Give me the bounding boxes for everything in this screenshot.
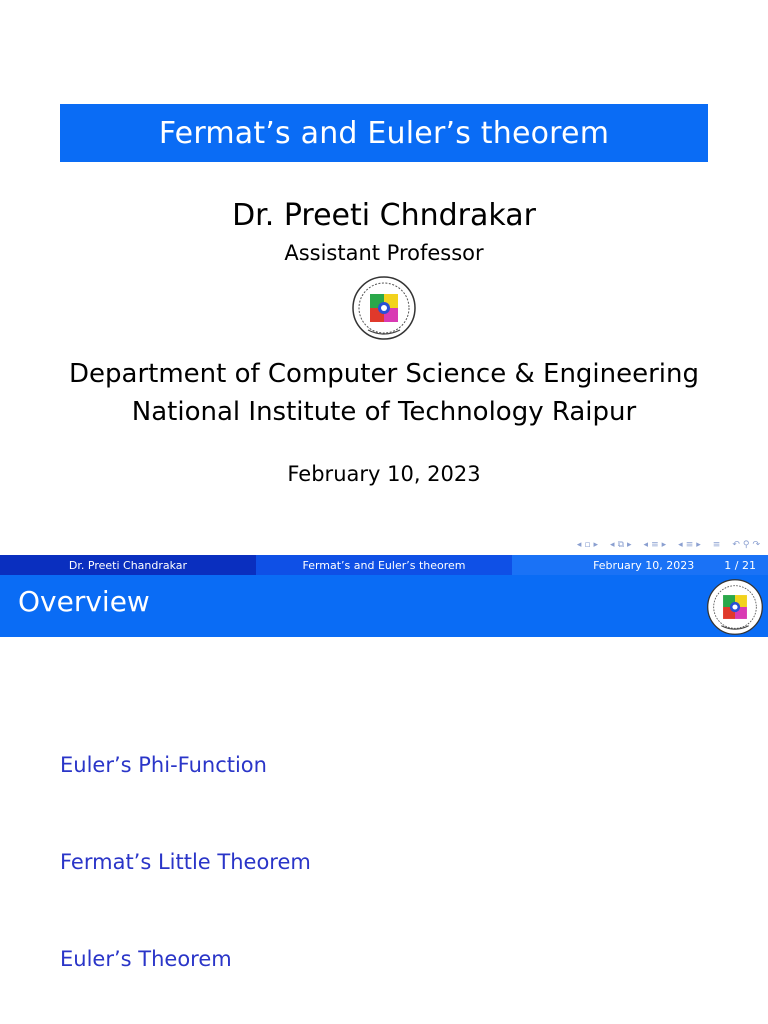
nav-next-subsection-icon[interactable]: ▸ bbox=[627, 540, 632, 550]
nav-next-section-icon[interactable]: ▸ bbox=[661, 540, 667, 550]
presentation-title: Fermat’s and Euler’s theorem bbox=[158, 115, 610, 151]
nav-prev-frame-icon[interactable]: ◂ bbox=[576, 540, 582, 550]
frame-title-bar bbox=[0, 575, 768, 637]
frame-title: Overview bbox=[18, 585, 150, 618]
nav-prev-section-icon[interactable]: ◂ bbox=[643, 540, 649, 550]
nav-align-icon[interactable]: ≡ bbox=[712, 540, 721, 550]
nav-next-doc-icon[interactable]: ▸ bbox=[696, 540, 701, 550]
institute-logo-icon bbox=[350, 274, 418, 342]
presentation-title-box bbox=[60, 104, 708, 162]
headline-date: February 10, 2023 bbox=[593, 558, 695, 572]
outline-item-euler-theorem[interactable]: Euler’s Theorem bbox=[60, 947, 232, 971]
beamer-navigation-bar bbox=[577, 538, 760, 552]
outline-item-euler-phi[interactable]: Euler’s Phi-Function bbox=[60, 753, 267, 777]
institute-line: National Institute of Technology Raipur bbox=[131, 397, 637, 427]
nav-section-icon[interactable]: ≡ bbox=[651, 540, 659, 550]
nav-next-frame-icon[interactable]: ▸ bbox=[593, 540, 599, 550]
nav-back-icon[interactable]: ↶ bbox=[732, 540, 740, 550]
presentation-date: February 10, 2023 bbox=[287, 462, 481, 486]
nav-forward-icon[interactable]: ↷ bbox=[752, 540, 760, 550]
institute-logo-small-icon bbox=[706, 578, 764, 636]
outline-item-fermat-little[interactable]: Fermat’s Little Theorem bbox=[60, 850, 311, 874]
overview-slide bbox=[0, 555, 768, 1024]
headline-author bbox=[0, 555, 256, 575]
page-number: 1 / 21 bbox=[724, 558, 756, 572]
nav-search-icon[interactable]: ⚲ bbox=[742, 540, 750, 550]
nav-frame-icon[interactable]: ▫ bbox=[584, 540, 591, 550]
nav-doc-icon[interactable]: ≡ bbox=[685, 540, 694, 550]
department-line: Department of Computer Science & Engineering bbox=[68, 359, 700, 389]
nav-prev-doc-icon[interactable]: ◂ bbox=[678, 540, 683, 550]
headline-date-page bbox=[512, 555, 768, 575]
slide-headline-bar bbox=[0, 555, 768, 575]
headline-title bbox=[256, 555, 512, 575]
headline-title-text: Fermat’s and Euler’s theorem bbox=[302, 558, 466, 572]
headline-author-text: Dr. Preeti Chandrakar bbox=[68, 558, 188, 572]
author-name: Dr. Preeti Chndrakar bbox=[232, 198, 536, 233]
nav-subsection-icon[interactable]: ⧉ bbox=[617, 540, 625, 550]
author-role: Assistant Professor bbox=[284, 241, 484, 265]
nav-prev-subsection-icon[interactable]: ◂ bbox=[610, 540, 615, 550]
department-block bbox=[0, 355, 768, 431]
